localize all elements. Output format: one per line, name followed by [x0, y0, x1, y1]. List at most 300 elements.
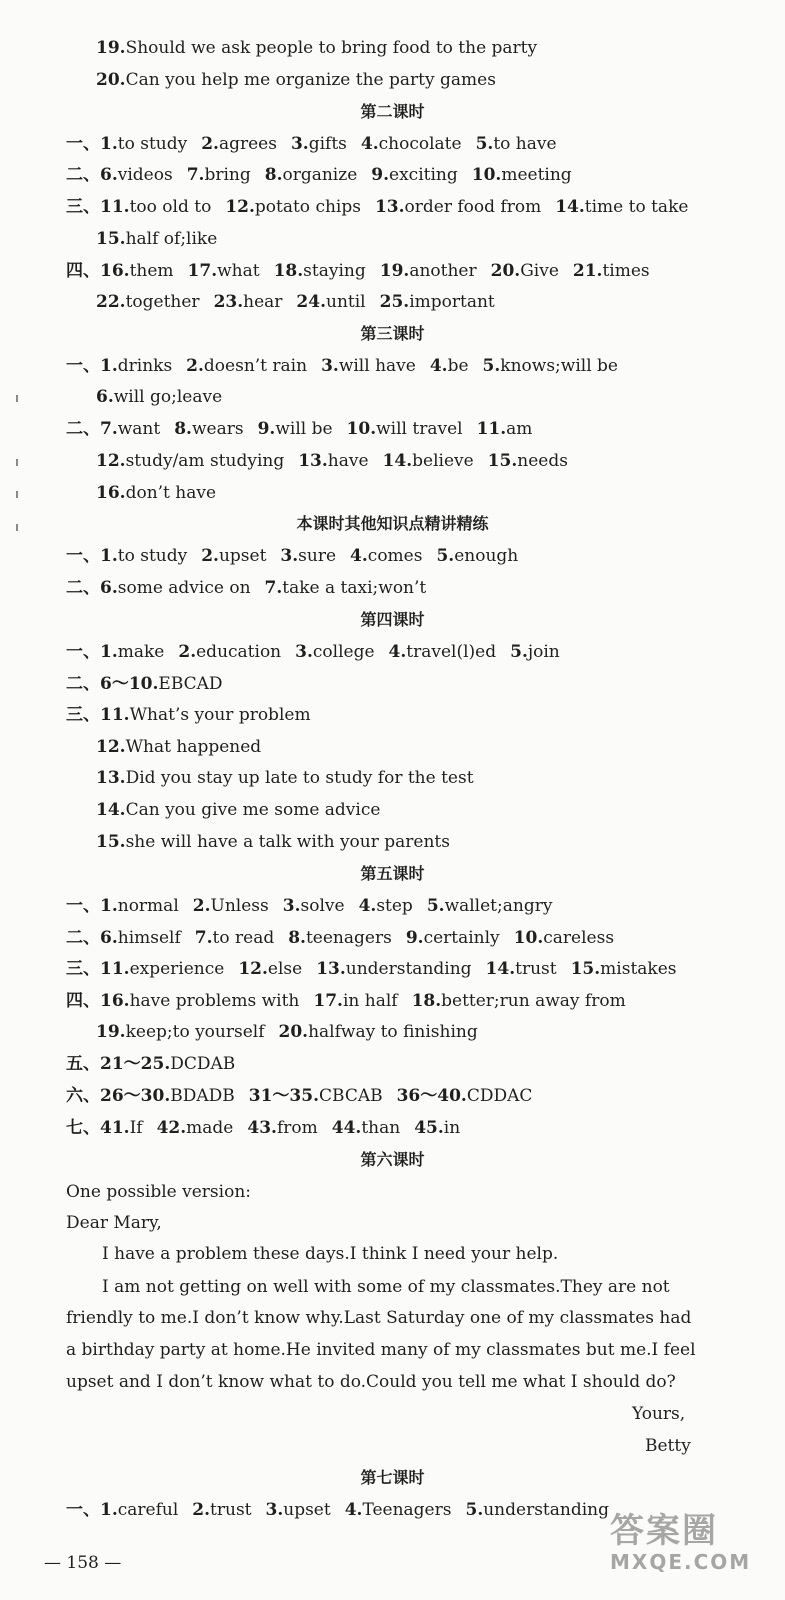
answer-item [265, 577, 427, 599]
question-number: 44. [331, 1118, 362, 1138]
answer-item [174, 418, 243, 440]
answer-text: enough [454, 546, 519, 566]
answer-line [96, 767, 474, 789]
answer-item [247, 1117, 317, 1139]
answer-item [100, 418, 160, 440]
section-heading: 第七课时 [360, 1468, 425, 1487]
question-number: 24. [296, 292, 326, 312]
answer-item [510, 641, 560, 663]
answer-item [359, 895, 413, 917]
question-number: 1. [100, 546, 118, 566]
answer-item [279, 1021, 478, 1043]
question-number: 1. [100, 356, 118, 376]
question-group-label: 六、 [66, 1086, 100, 1106]
answer-text: better;run away from [441, 991, 626, 1011]
question-number: 2. [192, 896, 211, 916]
answer-text: study/am studying [125, 451, 285, 471]
question-number: 21. [572, 261, 603, 281]
question-number: 13. [96, 768, 126, 788]
answer-item [316, 958, 471, 980]
answer-item [436, 545, 518, 567]
answer-item [96, 482, 216, 504]
question-number: 4. [350, 546, 368, 566]
answer-item [483, 355, 618, 377]
answer-text: am [506, 419, 533, 439]
question-number: 10. [346, 419, 377, 439]
question-number: 21～25. [100, 1054, 171, 1074]
answer-text: halfway to finishing [308, 1022, 478, 1042]
answer-item [96, 831, 450, 853]
section-heading: 本课时其他知识点精讲精练 [296, 514, 489, 533]
answer-line [96, 291, 495, 313]
question-number: 8. [264, 165, 283, 185]
answer-text: understanding [483, 1500, 609, 1520]
answer-line: 20.Can you help me organize the party games [96, 70, 496, 90]
answer-item [380, 260, 477, 282]
question-number: 11. [100, 705, 130, 725]
question-number: 11. [100, 959, 130, 979]
answer-text: Unless [210, 896, 269, 916]
answer-item [371, 164, 457, 186]
answer-line: 19.Should we ask people to bring food to the party [96, 38, 538, 58]
answer-text: she will have a talk with your parents [125, 832, 450, 852]
answer-text: Teenagers [362, 1500, 452, 1520]
question-number: 3. [265, 1500, 284, 1520]
answer-item [389, 641, 497, 663]
answer-line [96, 482, 216, 504]
answer-item [430, 355, 469, 377]
question-number: 12. [238, 959, 268, 979]
answer-item [288, 927, 392, 949]
question-number: 11. [476, 419, 507, 439]
question-group-label: 二、 [66, 165, 100, 185]
answer-text: trust [210, 1500, 252, 1520]
answer-text: doesn’t rain [203, 356, 308, 376]
question-number: 26～30. [100, 1086, 171, 1106]
question-number: 5. [482, 356, 501, 376]
answer-text: to have [493, 134, 557, 154]
question-group-label: 二、 [66, 674, 100, 694]
answer-text: make [117, 642, 165, 662]
question-number: 1. [100, 1500, 118, 1520]
question-number: 2. [201, 546, 219, 566]
question-number: 5. [475, 134, 494, 154]
answer-item [186, 355, 307, 377]
answer-item [295, 641, 374, 663]
answer-text: Give [520, 261, 559, 281]
section-heading: 第五课时 [360, 864, 425, 883]
answer-text: DCDAB [170, 1054, 236, 1074]
answer-item [187, 164, 251, 186]
answer-item [192, 1499, 251, 1521]
question-group-label: 三、 [66, 959, 100, 979]
question-number: 31～35. [248, 1086, 319, 1106]
answer-text: what [217, 261, 260, 281]
answer-text: some advice on [117, 578, 251, 598]
binding-marks [16, 395, 20, 535]
question-number: 15. [570, 959, 601, 979]
letter-paragraph: I have a problem these days.I think I need your help. [102, 1244, 559, 1264]
answer-text: them [129, 261, 174, 281]
answer-item [397, 1085, 533, 1107]
answer-line [66, 895, 552, 917]
answer-text: will have [338, 356, 416, 376]
question-number: 5. [426, 896, 445, 916]
answer-line [66, 355, 618, 377]
section-heading: 第六课时 [360, 1150, 425, 1169]
question-number: 9. [405, 928, 424, 948]
question-number: 12. [96, 451, 126, 471]
binding-mark [16, 459, 18, 466]
question-number: 3. [280, 546, 299, 566]
question-number: 14. [382, 451, 413, 471]
answer-item [476, 133, 557, 155]
answer-text: CDDAC [466, 1086, 533, 1106]
answer-item [96, 799, 380, 821]
answer-item [100, 196, 211, 218]
question-group-label: 二、 [66, 928, 100, 948]
question-group-label: 一、 [66, 134, 100, 154]
answer-text: EBCAD [158, 674, 223, 694]
letter-signature: Betty [645, 1436, 691, 1456]
answer-text: keep;to yourself [125, 1022, 265, 1042]
question-number: 16. [100, 991, 130, 1011]
answer-text: times [602, 261, 650, 281]
answer-text: together [125, 292, 200, 312]
answer-text: to study [117, 134, 188, 154]
answer-text: travel(l)ed [406, 642, 497, 662]
answer-text: gifts [308, 134, 347, 154]
answer-item [100, 164, 173, 186]
answer-text: sure [298, 546, 337, 566]
answer-item [555, 196, 688, 218]
answer-line [96, 799, 380, 821]
letter-paragraph: I am not getting on well with some of my classmates.They are not [102, 1277, 670, 1297]
question-number: 3. [295, 642, 313, 662]
question-group-label: 二、 [66, 578, 100, 598]
question-group-label: 一、 [66, 1500, 100, 1520]
answer-text: Did you stay up late to study for the test [125, 768, 474, 788]
answer-text: normal [117, 896, 179, 916]
question-group-label: 一、 [66, 642, 100, 662]
question-number: 3. [290, 134, 309, 154]
answer-item [350, 545, 422, 567]
question-number: 5. [436, 546, 455, 566]
question-number: 12. [225, 197, 255, 217]
answer-line [66, 196, 688, 218]
answer-item [100, 895, 179, 917]
answer-text: in half [342, 991, 398, 1011]
question-number: 36～40. [396, 1086, 467, 1106]
question-number: 1. [100, 896, 118, 916]
answer-item [100, 260, 174, 282]
answer-text: time to take [584, 197, 689, 217]
answer-item [201, 133, 277, 155]
question-number: 7. [194, 928, 213, 948]
answer-text: Can you give me some advice [125, 800, 381, 820]
watermark-logo-text: 答案圈 [610, 1511, 718, 1551]
question-number: 23. [213, 292, 244, 312]
answer-text: from [276, 1118, 318, 1138]
question-number: 13. [316, 959, 346, 979]
answer-item [193, 895, 269, 917]
answer-item [96, 1021, 265, 1043]
question-number: 14. [555, 197, 585, 217]
answer-item [96, 291, 200, 313]
site-watermark [610, 1503, 775, 1598]
answer-text: else [267, 959, 303, 979]
question-number: 22. [96, 292, 126, 312]
answer-text: college [312, 642, 375, 662]
answer-text: another [409, 261, 477, 281]
answer-item [96, 736, 261, 758]
answer-text: education [196, 642, 282, 662]
answer-item [313, 990, 397, 1012]
answer-item [347, 418, 463, 440]
answer-line [66, 704, 311, 726]
answer-item [477, 418, 533, 440]
answer-line [66, 927, 614, 949]
question-number: 5. [465, 1500, 484, 1520]
answer-item [96, 228, 217, 250]
question-number: 6～10. [100, 674, 159, 694]
binding-mark [16, 491, 18, 498]
answer-line [96, 736, 261, 758]
question-number: 19. [96, 1022, 126, 1042]
answer-item [491, 260, 559, 282]
answer-item [100, 577, 251, 599]
answer-item [100, 958, 224, 980]
answer-text: until [326, 292, 366, 312]
question-number: 13. [374, 197, 405, 217]
answer-item [100, 1499, 178, 1521]
answer-item [321, 355, 416, 377]
question-group-label: 三、 [66, 705, 100, 725]
question-number: 15. [96, 832, 126, 852]
answer-text: half of;like [125, 229, 218, 249]
answer-text: meeting [501, 165, 572, 185]
letter-greeting: Dear Mary, [66, 1213, 162, 1233]
answer-text: staying [303, 261, 366, 281]
answer-text: will travel [376, 419, 463, 439]
answer-text: wears [191, 419, 244, 439]
answer-item [188, 260, 260, 282]
answer-text: have problems with [129, 991, 300, 1011]
answer-item [249, 1085, 383, 1107]
question-group-label: 三、 [66, 197, 100, 217]
question-number: 25. [379, 292, 410, 312]
answer-item [332, 1117, 400, 1139]
answer-text: made [186, 1118, 234, 1138]
answer-line [66, 418, 532, 440]
answer-text: What’s your problem [129, 705, 311, 725]
answer-line [66, 133, 557, 155]
answer-text: important [409, 292, 495, 312]
answer-item [96, 386, 222, 408]
answer-text: order food from [404, 197, 542, 217]
answer-item [100, 1053, 235, 1075]
answer-text: careless [543, 928, 615, 948]
answer-item [291, 133, 347, 155]
answer-item [571, 958, 677, 980]
question-number: 41. [100, 1118, 130, 1138]
answer-item [573, 260, 650, 282]
question-number: 18. [273, 261, 304, 281]
section-heading: 第二课时 [360, 102, 425, 121]
answer-item [406, 927, 500, 949]
question-number: 20. [490, 261, 521, 281]
answer-text: step [376, 896, 413, 916]
answer-line [66, 958, 677, 980]
binding-mark [16, 395, 18, 402]
answer-item [100, 927, 181, 949]
question-number: 10. [471, 165, 502, 185]
answer-text: careful [117, 1500, 179, 1520]
question-number: 2. [192, 1500, 211, 1520]
letter-paragraph: upset and I don’t know what to do.Could you tell me what I should do? [66, 1372, 676, 1392]
question-number: 17. [187, 261, 218, 281]
answer-text: believe [412, 451, 474, 471]
question-number: 16. [96, 483, 126, 503]
answer-text: If [129, 1118, 143, 1138]
answer-item [283, 895, 345, 917]
answer-item [514, 927, 614, 949]
answer-text: will be [275, 419, 333, 439]
question-number: 43. [247, 1118, 277, 1138]
question-number: 4. [429, 356, 448, 376]
answer-item [296, 291, 365, 313]
answer-text: want [117, 419, 161, 439]
answer-item [427, 895, 553, 917]
question-number: 17. [313, 991, 343, 1011]
question-number: 2. [178, 642, 197, 662]
question-number: 14. [96, 800, 126, 820]
answer-item [157, 1117, 234, 1139]
answer-text: than [361, 1118, 401, 1138]
answer-line [66, 1499, 609, 1521]
question-number: 13. [298, 451, 328, 471]
answer-text: experience [129, 959, 225, 979]
answer-text: BDADB [170, 1086, 235, 1106]
question-number: 9. [257, 419, 276, 439]
answer-item [298, 450, 368, 472]
answer-line [96, 450, 568, 472]
question-number: 10. [513, 928, 544, 948]
answer-line [66, 641, 560, 663]
question-number: 3. [282, 896, 301, 916]
answer-text: needs [517, 451, 568, 471]
question-number: 15. [96, 229, 126, 249]
question-number: 2. [186, 356, 204, 376]
answer-text: comes [367, 546, 423, 566]
answer-item [100, 641, 164, 663]
answer-item [100, 1085, 235, 1107]
answer-text: will go;leave [113, 387, 223, 407]
question-number: 4. [358, 896, 377, 916]
answer-text: don’t have [125, 483, 217, 503]
answer-text: teenagers [305, 928, 392, 948]
answer-text: to read [212, 928, 275, 948]
answer-item [488, 450, 568, 472]
question-number: 1. [100, 134, 118, 154]
answer-item [100, 355, 172, 377]
answer-line [66, 577, 426, 599]
answer-text: too old to [129, 197, 212, 217]
question-number: 19. [379, 261, 410, 281]
answer-item [361, 133, 462, 155]
question-number: 7. [100, 419, 118, 439]
question-number: 1. [100, 642, 118, 662]
answer-text: take a taxi;won’t [282, 578, 427, 598]
answer-item [100, 990, 299, 1012]
answer-text: upset [283, 1500, 331, 1520]
answer-item [414, 1117, 460, 1139]
question-number: 6. [100, 165, 118, 185]
answer-item [225, 196, 361, 218]
answer-item [258, 418, 333, 440]
page-number: — 158 — [44, 1553, 122, 1573]
answer-text: join [527, 642, 560, 662]
answer-item [195, 927, 274, 949]
answer-text: potato chips [254, 197, 361, 217]
answer-line [66, 990, 626, 1012]
answer-text: CBCAB [319, 1086, 383, 1106]
section-heading: 第四课时 [360, 610, 425, 629]
answer-text: certainly [423, 928, 500, 948]
answer-text: upset [218, 546, 267, 566]
answer-item [214, 291, 283, 313]
question-number: 42. [156, 1118, 187, 1138]
question-number: 6. [100, 928, 118, 948]
answer-text: to study [117, 546, 188, 566]
answer-text: bring [204, 165, 251, 185]
answer-text: be [447, 356, 469, 376]
question-number: 4. [344, 1500, 363, 1520]
answer-line [66, 673, 223, 695]
letter-paragraph: friendly to me.I don’t know why.Last Saturday one of my classmates had [66, 1308, 692, 1328]
answer-item [375, 196, 541, 218]
answer-text: solve [300, 896, 345, 916]
answer-line [96, 831, 450, 853]
question-number: 12. [96, 737, 126, 757]
answer-line [96, 228, 217, 250]
question-number: 18. [411, 991, 442, 1011]
question-number: 14. [485, 959, 516, 979]
question-number: 7. [186, 165, 205, 185]
question-group-label: 四、 [66, 261, 100, 281]
answer-line [66, 1053, 235, 1075]
answer-text: agrees [218, 134, 277, 154]
answer-text: exciting [389, 165, 458, 185]
section-heading: 第三课时 [360, 324, 425, 343]
question-number: 6. [96, 387, 114, 407]
answer-line [66, 164, 572, 186]
question-group-label: 一、 [66, 896, 100, 916]
question-group-label: 一、 [66, 546, 100, 566]
question-number: 16. [100, 261, 130, 281]
question-number: 8. [288, 928, 306, 948]
question-number: 11. [100, 197, 130, 217]
answer-text: in [443, 1118, 461, 1138]
answer-line [66, 260, 650, 282]
answer-item [96, 767, 474, 789]
answer-item [201, 545, 266, 567]
letter-intro: One possible version: [66, 1182, 251, 1202]
watermark-domain: MXQE.COM [610, 1550, 752, 1574]
question-number: 2. [201, 134, 219, 154]
question-group-label: 四、 [66, 991, 100, 1011]
answer-item [100, 133, 187, 155]
